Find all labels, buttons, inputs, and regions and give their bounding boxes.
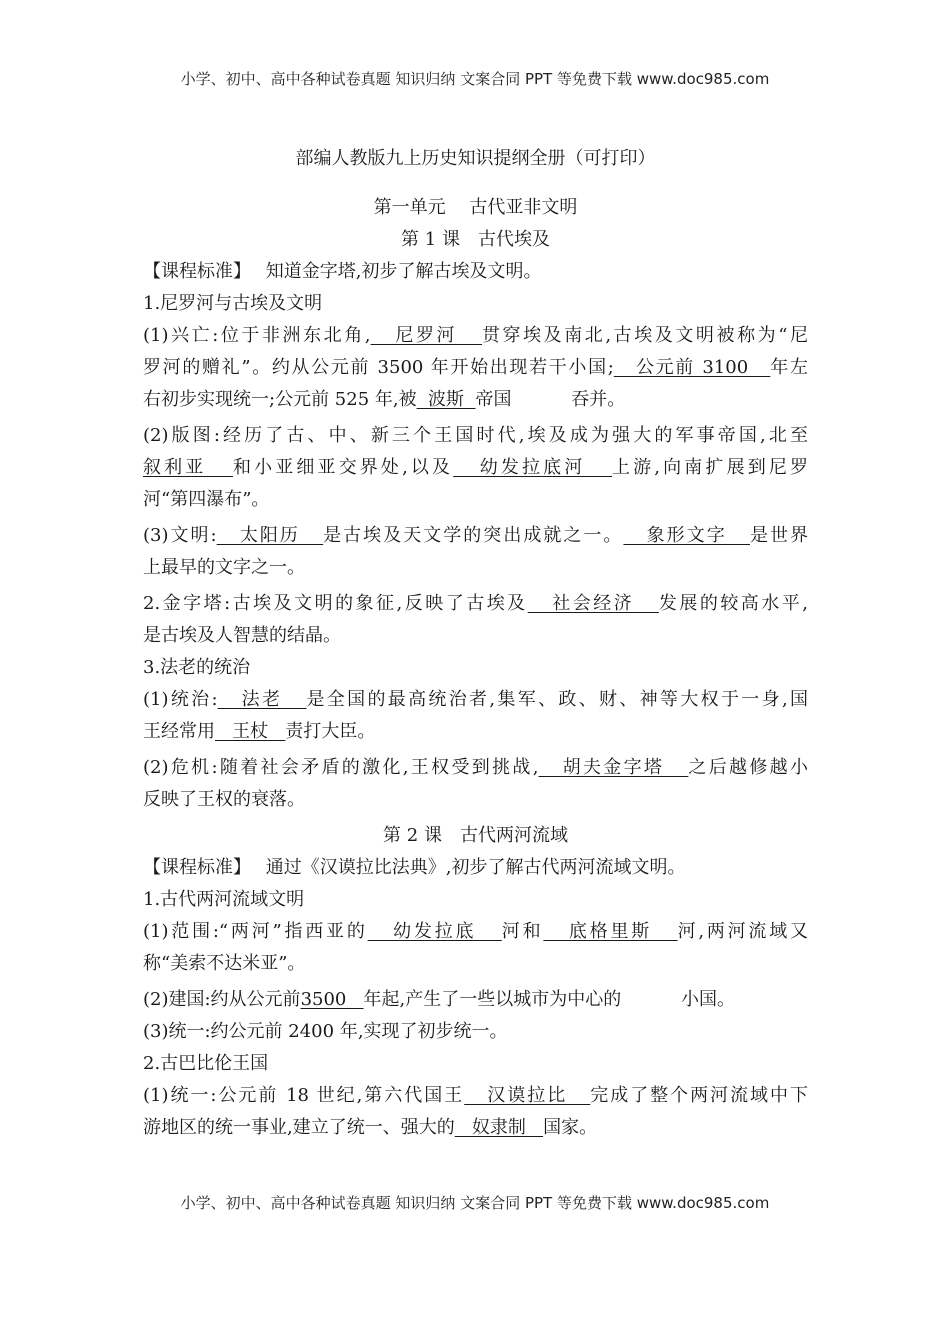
text: 年起,产生了一些以城市为中心的 小国。 [363,989,735,1010]
paragraph-line: 反映了王权的衰落。 [143,789,305,810]
paragraph-line [143,684,808,716]
standard-label: 【课程标准】 [143,857,242,878]
text: (1)兴亡:位于非洲东北角, [143,325,371,346]
paragraph-line [143,1080,808,1112]
lesson2-standard [143,852,808,884]
answer-blank: 太阳历 [216,525,324,546]
text: 河,两河流域又 [677,921,808,942]
standard-text: 通过《汉谟拉比法典》,初步了解古代两河流域文明。 [242,857,686,878]
text: 2.金字塔:古埃及文明的象征,反映了古埃及 [143,593,528,614]
text: 之后越修越小 [688,757,808,778]
text: 责打大臣。 [285,721,376,742]
text: 是古埃及天文学的突出成就之一。 [323,525,624,546]
paragraph-line: (2)版图:经历了古、中、新三个王国时代,埃及成为强大的军事帝国,北至 [143,425,808,446]
answer-blank: 胡夫金字塔 [538,757,689,778]
document-body [143,142,808,1144]
answer-blank: 汉谟拉比 [464,1085,591,1106]
page-header: 小学、初中、高中各种试卷真题 知识归纳 文案合同 PPT 等免费下载 www.doc985.com [180,70,770,88]
answer-blank: 奴隶制 [454,1117,544,1138]
document-title: 部编人教版九上历史知识提纲全册（可打印） [295,148,656,169]
text: (1)范围:“两河”指西亚的 [143,921,368,942]
paragraph-line [143,984,808,1016]
standard-label: 【课程标准】 [143,261,242,282]
paragraph-line [143,320,808,352]
text: 是世界 [749,525,809,546]
paragraph-line: (3)统一:约公元前 2400 年,实现了初步统一。 [143,1021,508,1042]
paragraph-line [143,384,808,416]
paragraph-line [143,520,808,552]
section-heading: 2.古巴比伦王国 [143,1053,269,1074]
text: 右初步实现统一;公元前 525 年,被 [143,389,417,410]
standard-text: 知道金字塔,初步了解古埃及文明。 [242,261,542,282]
text: 王经常用 [143,721,215,742]
text: 完成了整个两河流域中下 [590,1085,808,1106]
text: 年左 [770,357,808,378]
lesson1-title: 第 1 课 古代埃及 [401,229,550,250]
section-heading: 1.尼罗河与古埃及文明 [143,293,323,314]
text: 发展的较高水平, [658,593,808,614]
text: (2)危机:随着社会矛盾的激化,王权受到挑战, [143,757,539,778]
answer-blank: 象形文字 [623,525,750,546]
text: 河和 [501,921,544,942]
answer-blank: 尼罗河 [370,325,482,346]
paragraph-line [143,352,808,384]
text: 罗河的赠礼”。约从公元前 3500 年开始出现若干小国; [143,357,614,378]
answer-blank: 底格里斯 [543,921,678,942]
paragraph-line: 称“美索不达米亚”。 [143,953,306,974]
answer-blank: 幼发拉底 [367,921,502,942]
paragraph-line: 河“第四瀑布”。 [143,489,270,510]
answer-blank: 公元前 3100 [613,357,771,378]
answer-blank: 波斯 [416,389,476,410]
paragraph-line [143,452,808,484]
lesson2-title: 第 2 课 古代两河流域 [383,825,568,846]
page-footer: 小学、初中、高中各种试卷真题 知识归纳 文案合同 PPT 等免费下载 www.doc985.com [180,1194,770,1212]
lesson1-standard [143,256,808,288]
text: 是全国的最高统治者,集军、政、财、神等大权于一身,国 [306,689,808,710]
section-heading: 3.法老的统治 [143,657,251,678]
paragraph-line [143,1112,808,1144]
text: (1)统治: [143,689,218,710]
text: (2)建国:约从公元前 [143,989,301,1010]
paragraph-line [143,716,808,748]
unit-title: 第一单元 古代亚非文明 [373,197,578,218]
answer-blank: 王杖 [215,721,286,742]
answer-blank: 社会经济 [527,593,659,614]
answer-blank: 3500 [300,989,364,1010]
text: 和小亚细亚交界处,以及 [232,457,454,478]
paragraph-line [143,752,808,784]
answer-blank: 幼发拉底河 [453,457,613,478]
paragraph-line [143,916,808,948]
answer-blank: 叙利亚 [143,457,233,478]
answer-blank: 法老 [217,689,307,710]
text: 帝国 吞并。 [475,389,626,410]
text: 上游,向南扩展到尼罗 [612,457,808,478]
text: 游地区的统一事业,建立了统一、强大的 [143,1117,455,1138]
text: (3)文明: [143,525,217,546]
text: 贯穿埃及南北,古埃及文明被称为“尼 [481,325,808,346]
paragraph-line [143,588,808,620]
section-heading: 1.古代两河流域文明 [143,889,305,910]
paragraph-line: 是古埃及人智慧的结晶。 [143,625,341,646]
paragraph-line: 上最早的文字之一。 [143,557,305,578]
text: 国家。 [543,1117,598,1138]
text: (1)统一:公元前 18 世纪,第六代国王 [143,1085,465,1106]
